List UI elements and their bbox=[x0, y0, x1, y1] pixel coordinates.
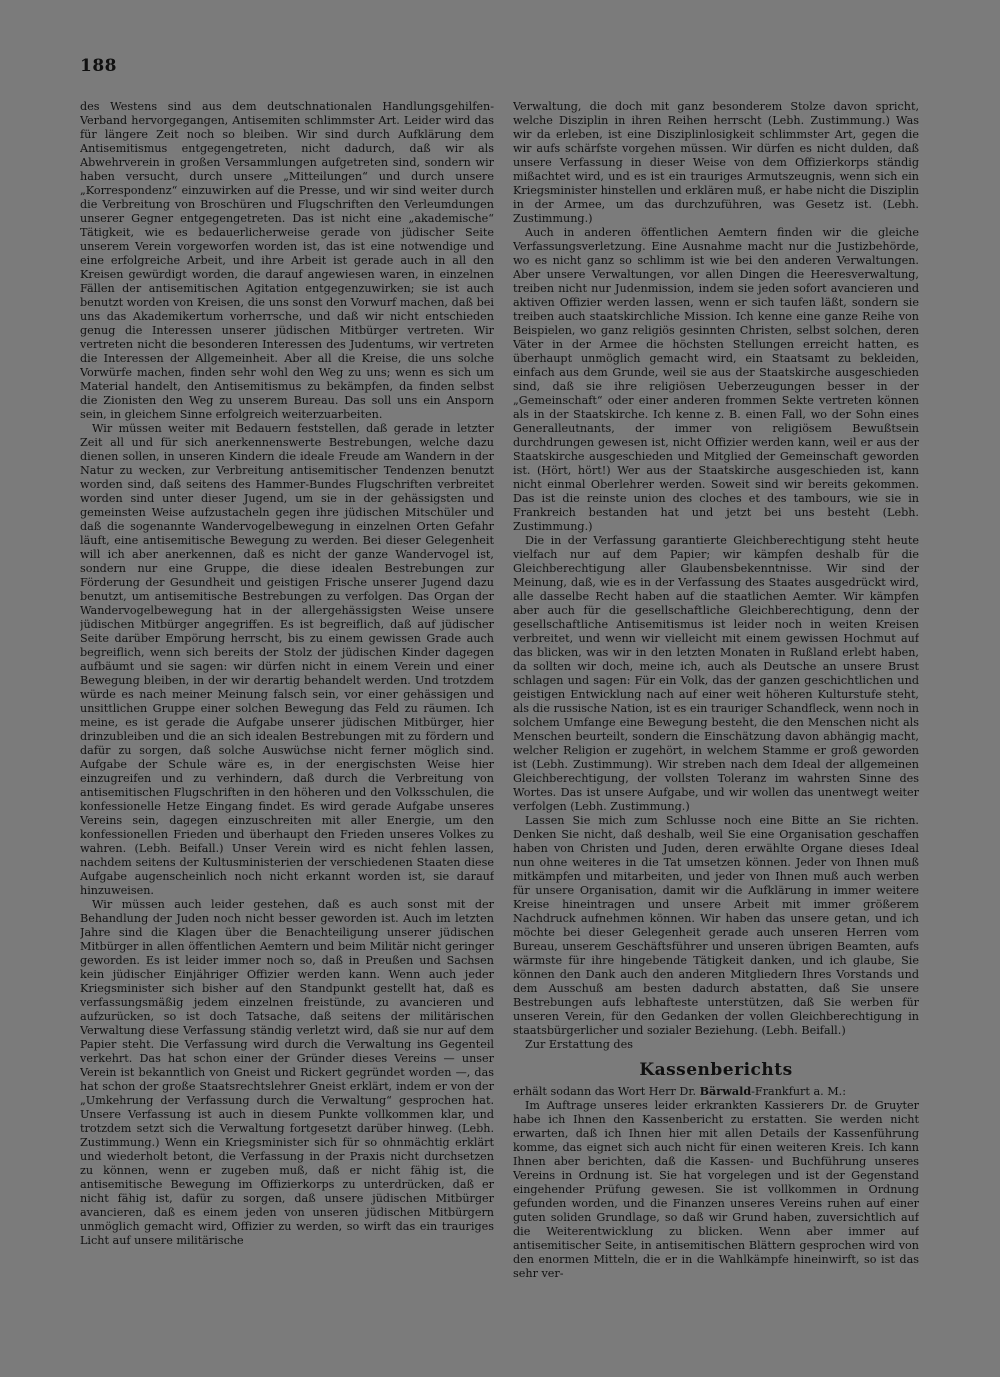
speaker-intro-text: erhält sodann das Wort Herr Dr. bbox=[513, 1085, 700, 1098]
right-paragraph-5: Zur Erstattung des bbox=[525, 1038, 633, 1051]
page-number: 188 bbox=[80, 56, 117, 76]
right-paragraph-1: Verwaltung, die doch mit ganz besonderem Stolze davon spricht, welche Disziplin in ihren Reihen herrscht (Lebh. Zustimmung.) Was wir da erleben, ist eine Disziplinlosigkeit schlimmster Art, gegen die wir aufs schärfste vorgehen müssen. Wir dürfen es nicht dulden, daß unsere Verfassung in dieser Weise von dem Offizierkorps ständig mißachtet wird, und es ist ein trauriges Armutszeugnis, wenn sich ein Kriegsminister hinstellen und erklären muß, er habe nicht die Disziplin in der Armee, um das durchzuführen, was Gesetz ist. (Lebh. Zustimmung.) bbox=[513, 100, 919, 225]
speaker-intro bbox=[513, 1084, 919, 1099]
speaker-name: Bärwald bbox=[699, 1084, 752, 1098]
section-heading: Kassenberichts bbox=[639, 1060, 793, 1080]
left-paragraph-2: Wir müssen weiter mit Bedauern feststellen, daß gerade in letzter Zeit all und für sich anerkennenswerte Bestrebungen, welche dazu dienen sollen, in unseren Kindern die ideale Freude am Wandern in der Natur zu wecken, zur Verbreitung antisemitischer Tendenzen benutzt worden sind, daß seitens des Hammer-Bundes Flugschriften verbreitet worden sind unter dieser Jugend, um sie in der gehässigsten und gemeinsten Weise aufzustacheln gegen ihre jüdischen Mitschüler und daß die sogenannte Wandervogelbewegung in einzelnen Orten Gefahr läuft, eine antisemitische Bewegung zu werden. Bei dieser Gelegenheit will ich aber anerkennen, daß es nicht der ganze Wandervogel ist, sondern nur eine Gruppe, die diese idealen Bestrebungen zur Förderung der Gesundheit und geistigen Frische unserer Jugend dazu benutzt, um antisemitische Bestrebungen zu verfolgen. Das Organ der Wandervogelbewegung hat in der allergehässigsten Weise unsere jüdischen Mitbürger angegriffen. Es ist begreiflich, daß auf jüdischer Seite darüber Empörung herrscht, bis zu einem gewissen Grade auch begreiflich, wenn sich bereits der Stolz der jüdischen Kinder dagegen aufbäumt und sie sagen: wir dürfen nicht in einem Verein und einer Bewegung bleiben, in der wir derartig behandelt werden. Und trotzdem würde es nach meiner Meinung falsch sein, vor einer gehässigen und unsittlichen Gruppe einer solchen Bewegung das Feld zu räumen. Ich meine, es ist gerade die Aufgabe unserer jüdischen Mitbürger, hier drinzubleiben und die an sich idealen Bestrebungen mit zu fördern und dafür zu sorgen, daß solche Auswüchse nicht ferner möglich sind. Aufgabe der Schule wäre es, in der energischsten Weise hier einzugreifen und zu verhindern, daß durch die Verbreitung von antisemitischen Flugschriften in den höheren und den Volksschulen, die konfessionelle Hetze Eingang findet. Es wird gerade Aufgabe unseres Vereins sein, dagegen einzuschreiten mit aller Energie, um den konfessionellen Frieden und überhaupt den Frieden unseres Volkes zu wahren. (Lebh. Beifall.) Unser Verein wird es nicht fehlen lassen, nachdem seitens der Kultusministerien der verschiedenen Staaten diese Aufgabe augenscheinlich noch nicht erkannt worden ist, sie darauf hinzuweisen. bbox=[80, 422, 494, 897]
right-column bbox=[513, 100, 919, 1300]
right-paragraph-closing: Im Auftrage unseres leider erkrankten Kassierers Dr. de Gruyter habe ich Ihnen den Kassenbericht zu erstatten. Sie werden nicht erwarten, daß ich Ihnen hier mit allen Details der Kassenführung komme, das eignet sich auch nicht für einen weiteren Kreis. Ich kann Ihnen aber berichten, daß die Kassen- und Buchführung unseres Vereins in Ordnung ist. Sie hat vorgelegen und ist der Gegenstand eingehender Prüfung gewesen. Sie ist vollkommen in Ordnung gefunden worden, und die Finanzen unseres Vereins ruhen auf einer guten soliden Grundlage, so daß wir Grund haben, zuversichtlich auf die Weiterentwicklung zu blicken. Wenn aber immer auf antisemitischer Seite, in antisemitischen Blättern gesprochen wird von den enormen Mitteln, die er in die Wahlkämpfe hineinwirft, so ist das sehr ver- bbox=[513, 1099, 919, 1280]
speaker-location: -Frankfurt a. M.: bbox=[751, 1085, 847, 1098]
left-paragraph-3: Wir müssen auch leider gestehen, daß es auch sonst mit der Behandlung der Juden noch nicht besser geworden ist. Auch im letzten Jahre sind die Klagen über die Benachteiligung unserer jüdischen Mitbürger in allen öffentlichen Aemtern und beim Militär nicht geringer geworden. Es ist leider immer noch so, daß in Preußen und Sachsen kein jüdischer Einjähriger Offizier werden kann. Wenn auch jeder Kriegsminister sich bisher auf den Standpunkt gestellt hat, daß es verfassungsmäßig jedem einzelnen freistünde, zu avancieren und aufzurücken, so ist doch Tatsache, daß seitens der militärischen Verwaltung diese Verfassung ständig verletzt wird, daß sie nur auf dem Papier steht. Die Verfassung wird durch die Verwaltung ins Gegenteil verkehrt. Das hat schon einer der Gründer dieses Vereins — unser Verein ist bekanntlich von Gneist und Rickert gegründet worden —, das hat schon der große Staatsrechtslehrer Gneist erklärt, indem er von der „Umkehrung der Verfassung durch die Verwaltung“ gesprochen hat. Unsere Verfassung ist auch in diesem Punkte vollkommen klar, und trotzdem setzt sich die Verwaltung fortgesetzt darüber hinweg. (Lebh. Zustimmung.) Wenn ein Kriegsminister sich für so ohnmächtig erklärt und wiederholt betont, die Verfassung in der Praxis nicht durchsetzen zu können, wenn er zugeben muß, daß er nicht fähig ist, die antisemitische Bewegung im Offizierkorps zu unterdrücken, daß er nicht fähig ist, dafür zu sorgen, daß unsere jüdischen Mitbürger avancieren, daß es einem jeden von unseren jüdischen Mitbürgern unmöglich gemacht wird, Offizier zu werden, so wirft das ein trauriges Licht auf unsere militärische bbox=[80, 898, 494, 1247]
right-paragraph-3: Die in der Verfassung garantierte Gleichberechtigung steht heute vielfach nur auf dem Papier; wir kämpfen deshalb für die Gleichberechtigung aller Glaubensbekenntnisse. Wir sind der Meinung, daß, wie es in der Verfassung des Staates ausgedrückt wird, alle dasselbe Recht haben auf die staatlichen Aemter. Wir kämpfen aber auch für die gesellschaftliche Gleichberechtigung, denn der gesellschaftliche Antisemitismus ist leider noch in weiten Kreisen verbreitet, und wenn wir vielleicht mit einem gewissen Hochmut auf das blicken, was wir in den letzten Monaten in Rußland erlebt haben, da sollten wir doch, meine ich, auch als Deutsche an unsere Brust schlagen und sagen: Für ein Volk, das der ganzen geschichtlichen und geistigen Entwicklung nach auf einer weit höheren Kulturstufe steht, als die russische Nation, ist es ein trauriger Schandfleck, wenn noch in solchem Umfange eine Bewegung besteht, die den Menschen nicht als Menschen beurteilt, sondern die Einschätzung davon abhängig macht, welcher Religion er zugehört, in welchem Stamme er groß geworden ist (Lebh. Zustimmung). Wir streben nach dem Ideal der allgemeinen Gleichberechtigung, der vollsten Toleranz im wahrsten Sinne des Wortes. Das ist unsere Aufgabe, und wir wollen das unentwegt weiter verfolgen (Lebh. Zustimmung.) bbox=[513, 534, 919, 813]
right-paragraph-4: Lassen Sie mich zum Schlusse noch eine Bitte an Sie richten. Denken Sie nicht, daß deshalb, weil Sie eine Organisation geschaffen haben von Christen und Juden, deren erwählte Organe dieses Ideal nun ohne weiteres in die Tat umsetzen können. Jeder von Ihnen muß mitkämpfen und mitarbeiten, und jeder von Ihnen muß auch werben für unsere Organisation, damit wir die Aufklärung in immer weitere Kreise hineintragen und unsere Arbeit mit immer größerem Nachdruck aufnehmen können. Wir haben das unsere getan, und ich möchte bei dieser Gelegenheit gerade auch unseren Herren vom Bureau, unserem Geschäftsführer und unseren übrigen Beamten, aufs wärmste für ihre hingebende Tätigkeit danken, und ich glaube, Sie können den Dank auch den anderen Mitgliedern Ihres Vorstands und dem Ausschuß am besten dadurch abstatten, daß Sie unsere Bestrebungen aufs lebhafteste unterstützen, daß Sie werben für unseren Verein, für den Gedanken der vollen Gleichberechtigung in staatsbürgerlicher und sozialer Beziehung. (Lebh. Beifall.) bbox=[513, 814, 919, 1037]
left-column bbox=[80, 100, 494, 1345]
right-paragraph-2: Auch in anderen öffentlichen Aemtern finden wir die gleiche Verfassungsverletzung. Eine Ausnahme macht nur die Justizbehörde, wo es nicht ganz so schlimm ist wie bei den anderen Verwaltungen. Aber unsere Verwaltungen, vor allen Dingen die Heeresverwaltung, treiben nicht nur Judenmission, indem sie jeden sofort avancieren und aktiven Offizier werden lassen, wenn er sich taufen läßt, sondern sie treiben auch staatskirchliche Mission. Ich kenne eine ganze Reihe von Beispielen, wo ganz religiös gesinnten Christen, selbst solchen, deren Väter in der Armee die höchsten Stellungen erreicht hatten, es überhaupt unmöglich gemacht wird, ein Staatsamt zu bekleiden, einfach aus dem Grunde, weil sie aus der Staatskirche ausgeschieden sind, daß sie ihre religiösen Ueberzeugungen besser in der „Gemeinschaft“ oder einer anderen frommen Sekte vertreten können als in der Staatskirche. Ich kenne z. B. einen Fall, wo der Sohn eines Generalleutnants, der immer von religiösem Bewußtsein durchdrungen gewesen ist, nicht Offizier werden kann, weil er aus der Staatskirche ausgeschieden und Mitglied der Gemeinschaft geworden ist. (Hört, hört!) Wer aus der Staatskirche ausgeschieden ist, kann nicht einmal Oberlehrer werden. Soweit sind wir bereits gekommen. Das ist die reinste union des cloches et des tambours, wie sie in Frankreich bestanden hat und jetzt bei uns besteht (Lebh. Zustimmung.) bbox=[513, 226, 919, 533]
left-paragraph-1: des Westens sind aus dem deutschnationalen Handlungsgehilfen-Verband hervorgegangen, Antisemiten schlimmster Art. Leider wird das für längere Zeit noch so bleiben. Wir sind durch Aufklärung dem Antisemitismus entgegengetreten, nicht dadurch, daß wir als Abwehrverein in großen Versammlungen aufgetreten sind, sondern wir haben versucht, durch unsere „Mitteilungen“ und durch unsere „Korrespondenz“ einzuwirken auf die Presse, und wir sind weiter durch die Verbreitung von Broschüren und Flugschriften den Verleumdungen unserer Gegner entgegengetreten. Das ist nicht eine „akademische“ Tätigkeit, wie es bedauerlicherweise gerade von jüdischer Seite unserem Verein vorgeworfen worden ist, das ist eine notwendige und eine erfolgreiche Arbeit, und ihre Arbeit ist gerade auch in all den Kreisen gewürdigt worden, die darauf angewiesen waren, in einzelnen Fällen der antisemitischen Agitation entgegenzuwirken; sie ist auch benutzt worden von Kreisen, die uns sonst den Vorwurf machen, daß bei uns das Akademikertum vorherrsche, und daß wir nicht entschieden genug die Interessen unserer jüdischen Mitbürger vertreten. Wir vertreten nicht die besonderen Interessen des Judentums, wir vertreten die Interessen der Allgemeinheit. Aber all die Kreise, die uns solche Vorwürfe machen, finden sehr wohl den Weg zu uns; wenn es sich um Material handelt, den Antisemitismus zu bekämpfen, da finden selbst die Zionisten den Weg zu unserem Bureau. Das soll uns ein Ansporn sein, in gleichem Sinne erfolgreich weiterzuarbeiten. bbox=[80, 100, 494, 421]
